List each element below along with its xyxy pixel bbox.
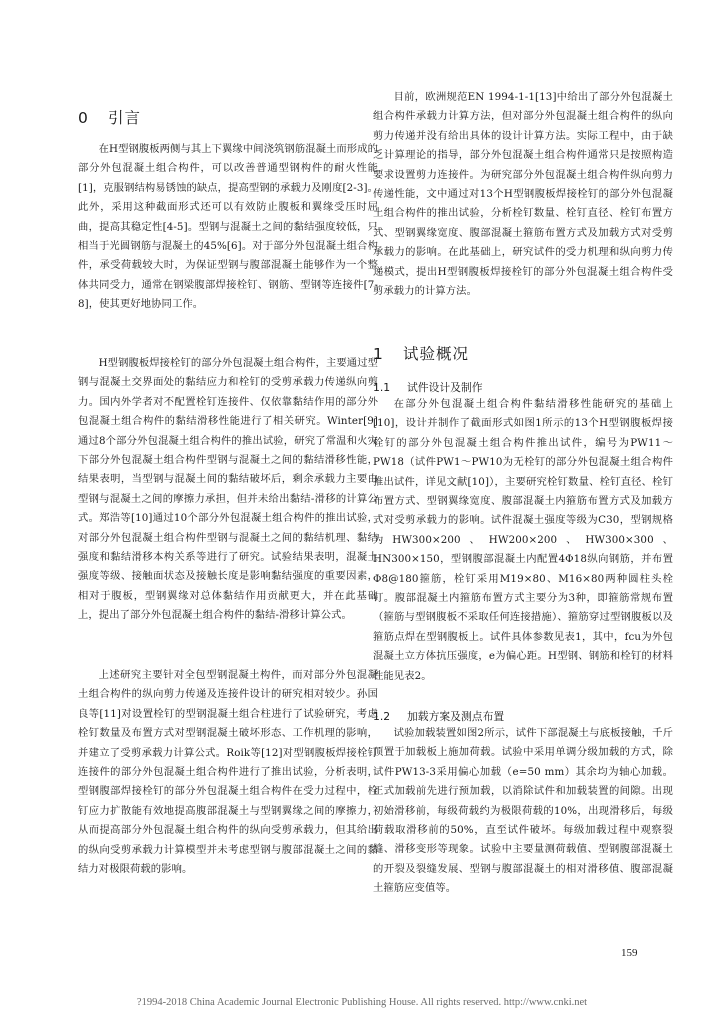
section-0-heading bbox=[78, 106, 141, 128]
section-1-heading bbox=[373, 342, 469, 364]
paragraph-intro-4: 目前，欧洲规范EN 1994-1-1[13]中给出了部分外包混凝土组合构件承载力计算方法，但对部分外包混凝土组合构件的纵向剪力传递并没有给出具体的设计计算方法。实际工程中，由于缺乏计算理论的指导，部分外包混凝土组合构件通常只是按照构造要求设置剪力连接件。为研究部分外包混凝土组合构件纵向剪力传递性能，文中通过对13个H型钢腹板焊接栓钉的部分外包混凝土组合构件的推出试验，分析栓钉数量、栓钉直径、栓钉布置方式、型钢翼缘宽度、腹部混凝土箍筋布置方式及加载方式对受剪承载力的影响。在此基础上，研究试件的受力机理和纵向剪力传递模式，提出H型钢腹板焊接栓钉的部分外包混凝土组合构件受剪承载力的计算方法。 bbox=[373, 91, 673, 298]
subsection-title: 加载方案及测点布置 bbox=[407, 710, 505, 723]
page-number: 159 bbox=[621, 947, 638, 959]
paragraph-loading-scheme: 试验加载装置如图2所示，试件下部混凝土与底板接触，千斤顶置于加载板上施加荷载。试验中采用单调分级加载的方式，除试件PW13-3采用偏心加载（e=50 mm）其余均为轴心加载。正式加载前先进行预加载，以消除试件和加载装置的间隙。出现初始滑移前，每级荷载约为极限荷载的10%，出现滑移后，每级荷载取滑移前的50%，直至试件破坏。每级加载过程中观察裂缝、滑移变形等现象。试验中主要量测荷载值、型钢腹部混凝土的开裂及裂缝发展、型钢与腹部混凝土的相对滑移值、腹部混凝土箍筋应变值等。 bbox=[373, 727, 673, 895]
subsection-title: 试件设计及制作 bbox=[407, 381, 483, 394]
section-title: 引言 bbox=[108, 109, 142, 127]
paragraph-specimen-design: 在部分外包混凝土组合构件黏结滑移性能研究的基础上[10]，设计并制作了截面形式如图1所示的13个H型钢腹板焊接栓钉的部分外包混凝土组合构件推出试件，编号为PW11～PW18（试件PW1～PW10为无栓钉的部分外包混凝土组合构件推出试件，详见文献[10]），主要研究栓钉数量、栓钉直径、栓钉布置方式、型钢翼缘宽度、腹部混凝土内箍筋布置方式及加载方式对受剪承载力的影响。试件混凝土强度等级为C30，型钢规格为HW300×200、HW200×200、HW300×300、HN300×150，型钢腹部混凝土内配置4Φ18纵向钢筋，并布置Φ8@180箍筋，栓钉采用M19×80、M16×80两种圆柱头栓钉。腹部混凝土内箍筋布置方式主要分为3种，即箍筋常规布置（箍筋与型钢腹板不采取任何连接措施）、箍筋穿过型钢腹板以及箍筋点焊在型钢腹板上。试件具体参数见表1，其中，fcu为外包混凝土立方体抗压强度，e为偏心距。H型钢、钢筋和栓钉的材料性能见表2。 bbox=[373, 398, 673, 682]
section-title: 试验概况 bbox=[403, 345, 470, 363]
paragraph-intro-1: 在H型钢腹板两侧与其上下翼缘中间浇筑钢筋混凝土而形成的部分外包混凝土组合构件，可以改善普通型钢构件的耐火性能[1]，克服钢结构易锈蚀的缺点，提高型钢的承载力及刚度[2-3]。此外，采用这种截面形式还可以有效防止腹板和翼缘受压时屈曲，提高其稳定性[4-5]。型钢与混凝土之间的黏结强度较低，只相当于光圆钢筋与混凝土的45%[6]。对于部分外包混凝土组合构件，承受荷载较大时，为保证型钢与腹部混凝土能够作为一个整体共同受力，通常在钢梁腹部焊接栓钉、钢筋、型钢等连接件[7-8]，使其更好地协同工作。 bbox=[78, 143, 378, 311]
subsection-1-2-heading bbox=[373, 709, 504, 724]
subsection-number: 1.2 bbox=[373, 710, 391, 723]
subsection-number: 1.1 bbox=[373, 381, 391, 394]
subsection-1-1-heading bbox=[373, 380, 483, 395]
footer-copyright: ?1994-2018 China Academic Journal Electronic Publishing House. All rights reserved. http://www.cnki.net bbox=[136, 997, 588, 1008]
section-number: 0 bbox=[78, 109, 89, 127]
section-number: 1 bbox=[373, 345, 384, 363]
paragraph-intro-2: H型钢腹板焊接栓钉的部分外包混凝土组合构件，主要通过型钢与混凝土交界面处的黏结应力和栓钉的受剪承载力传递纵向剪力。国内外学者对不配置栓钉连接件、仅依靠黏结作用的部分外包混凝土组合构件的黏结滑移性能进行了相关研究。Winter[9]通过8个部分外包混凝土组合构件的推出试验，研究了常温和火灾下部分外包混凝土组合构件型钢与混凝土之间的黏结滑移性能，结果表明，当型钢与混凝土间的黏结破坏后，剩余承载力主要由型钢与混凝土之间的摩擦力承担，但并未给出黏结-滑移的计算公式。郑浩等[10]通过10个部分外包混凝土组合构件的推出试验，对部分外包混凝土组合构件型钢与混凝土之间的黏结机理、黏结强度和黏结滑移本构关系等进行了研究。试验结果表明，混凝土强度等级、接触面状态及接触长度是影响黏结强度的重要因素，相对于腹板，型钢翼缘对总体黏结作用贡献更大，并在此基础上，提出了部分外包混凝土组合构件的黏结-滑移计算公式。 bbox=[78, 357, 378, 622]
paragraph-intro-3: 上述研究主要针对全包型钢混凝土构件，而对部分外包混凝土组合构件的纵向剪力传递及连接件设计的研究相对较少。孙国良等[11]对设置栓钉的型钢混凝土组合柱进行了试验研究，考虑栓钉数量及布置方式对型钢混凝土破坏形态、工作机理的影响，并建立了受剪承载力计算公式。Roik等[12]对型钢腹板焊接栓钉连接件的部分外包混凝土组合构件进行了推出试验，分析表明，型钢腹部焊接栓钉的部分外包混凝土组合构件在受力过程中，栓钉应力扩散能有效地提高腹部混凝土与型钢翼缘之间的摩擦力，从而提高部分外包混凝土组合构件的纵向受剪承载力，但其给出的纵向受剪承载力计算模型并未考虑型钢与腹部混凝土之间的黏结力对极限荷载的影响。 bbox=[78, 669, 378, 876]
